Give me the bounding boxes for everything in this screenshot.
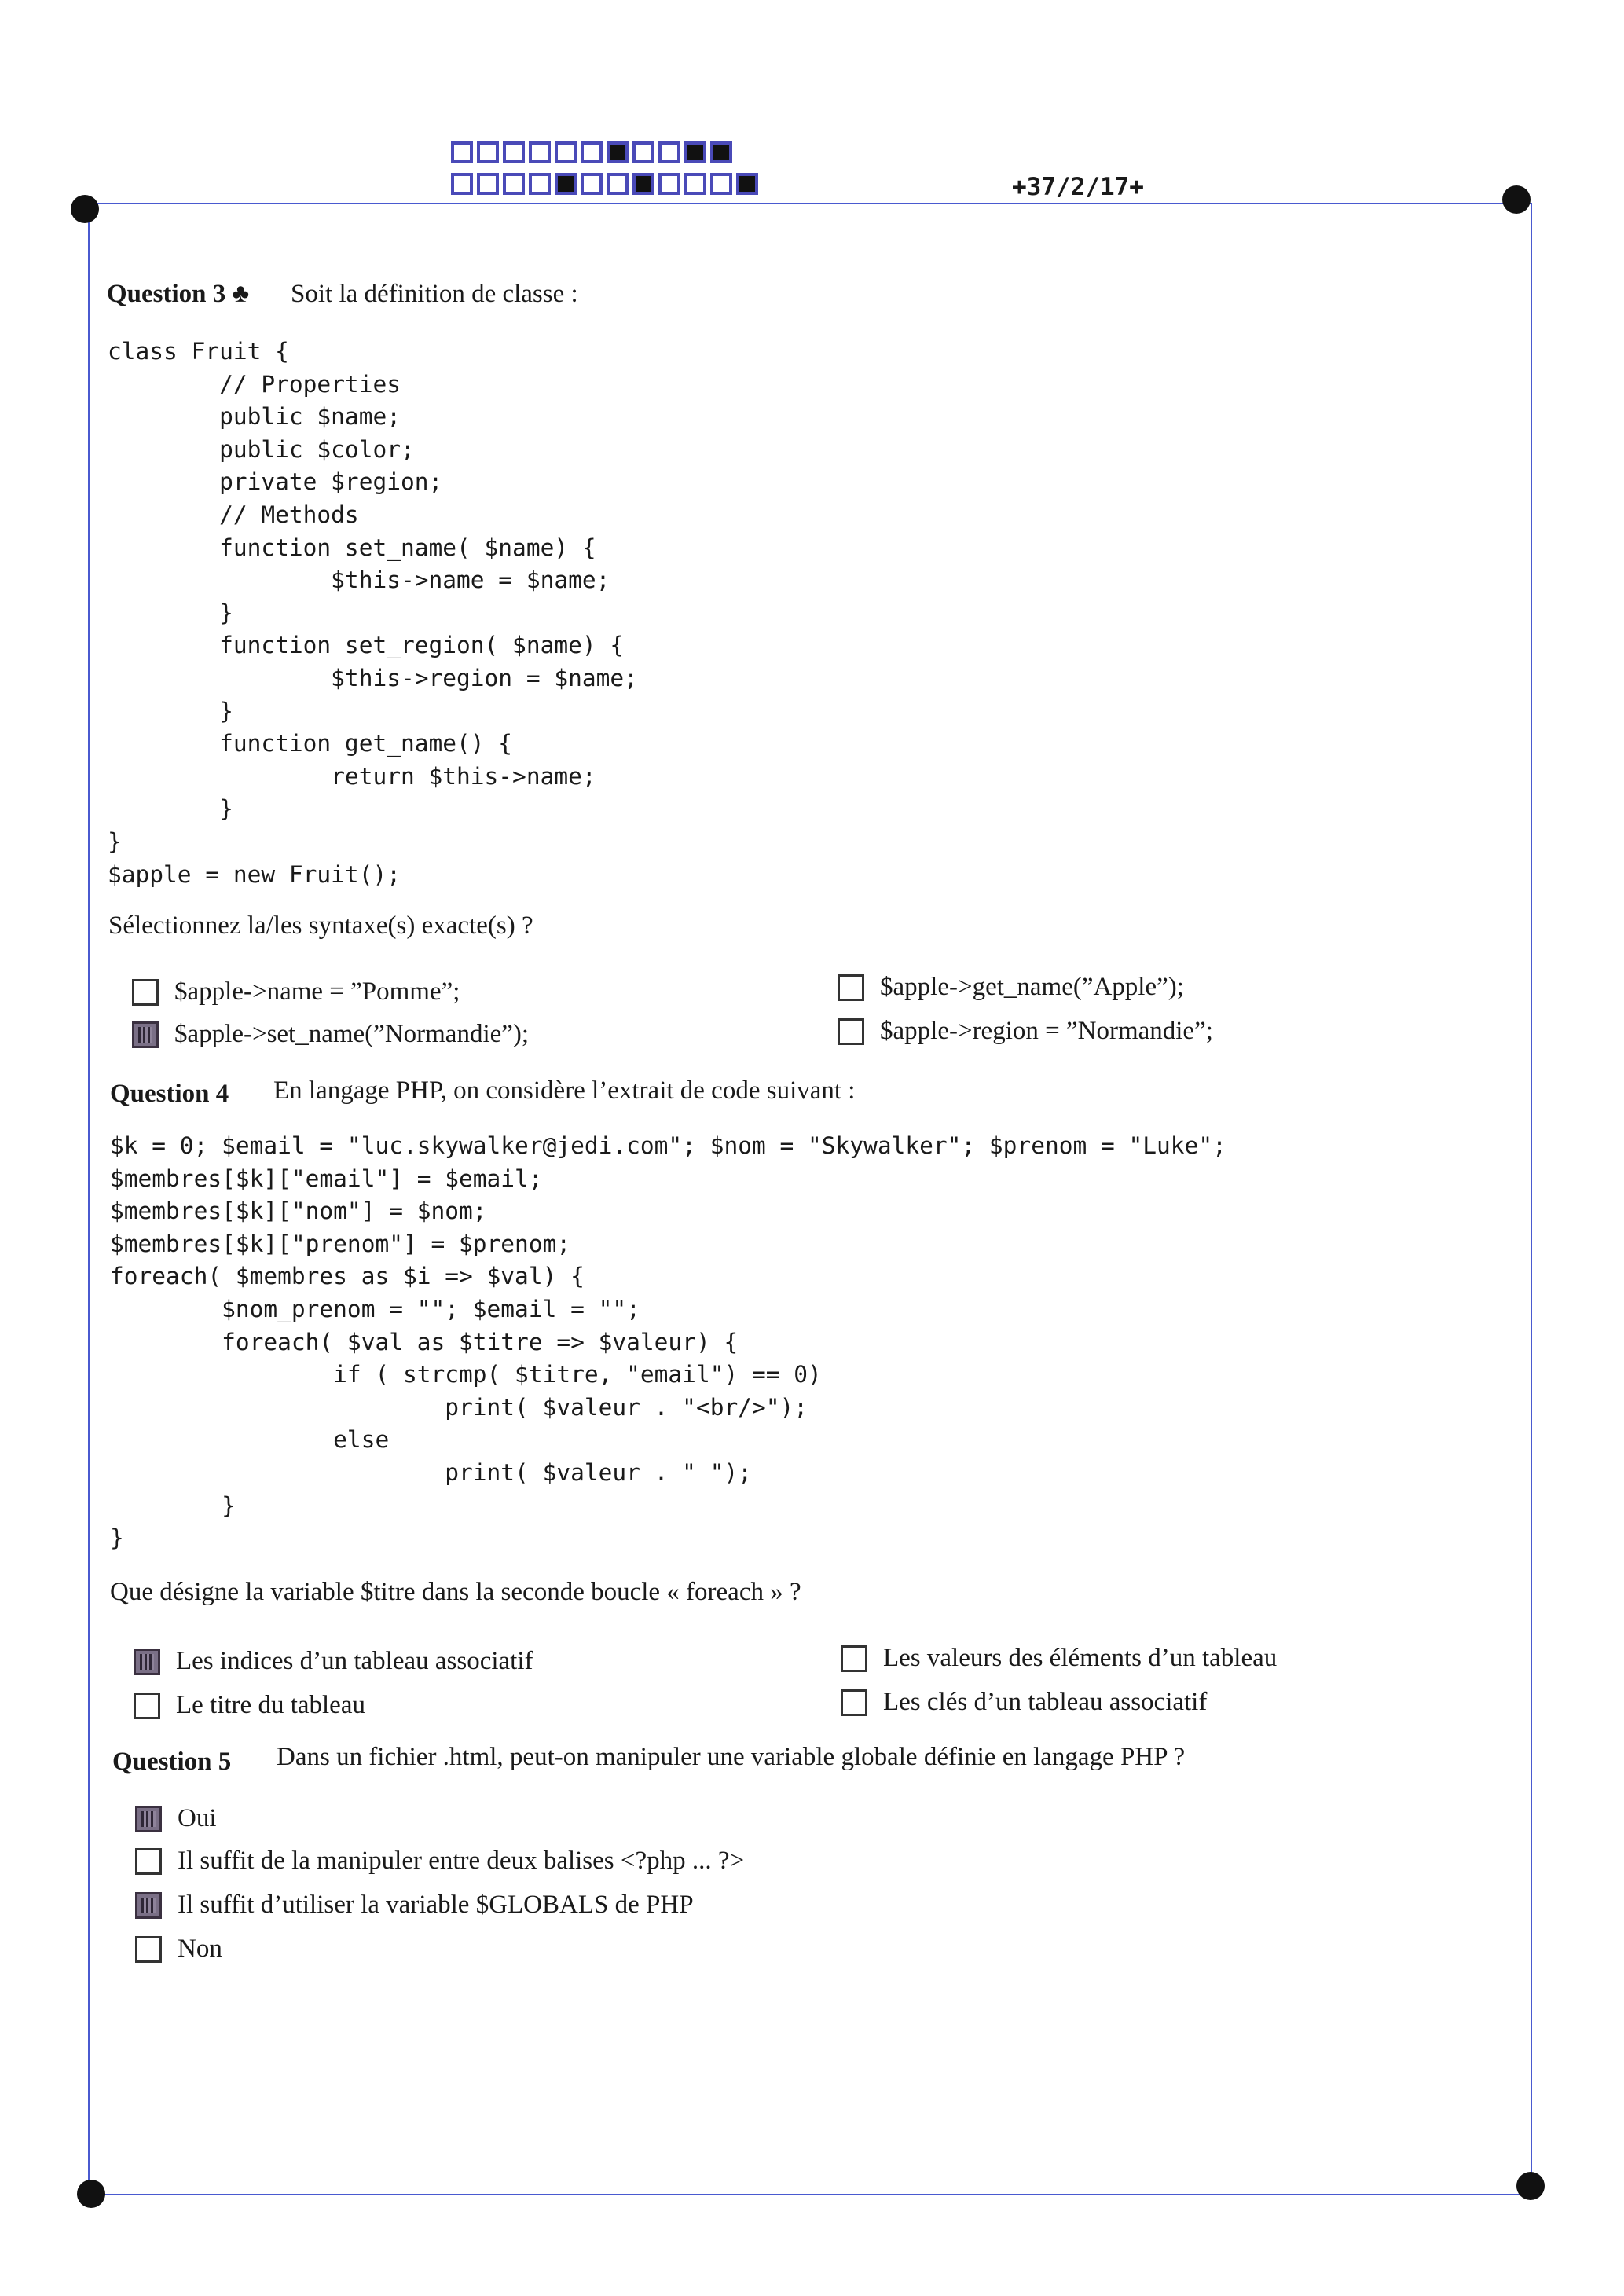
q4-option-2-checkbox[interactable]: [134, 1693, 160, 1719]
student-code-row-1-cell: [684, 141, 706, 163]
q3-option-4-checkbox[interactable]: [838, 1018, 864, 1045]
student-code-row-2-cell: [658, 173, 680, 195]
q3-option-4[interactable]: [838, 1017, 1213, 1046]
student-code-row-1-cell: [658, 141, 680, 163]
q4-option-2[interactable]: [134, 1691, 365, 1720]
q4-option-1-label: Les indices d’un tableau associatif: [176, 1647, 533, 1675]
q5-option-4-label: Non: [178, 1935, 222, 1963]
q5-option-4-checkbox[interactable]: [135, 1936, 162, 1963]
student-code-row-2-cell: [581, 173, 603, 195]
student-code-row-2-cell: [736, 173, 758, 195]
q3-option-2-label: $apple->set_name(”Normandie”);: [174, 1020, 530, 1048]
q3-option-1[interactable]: [132, 977, 460, 1007]
q5-option-3-label: Il suffit d’utiliser la variable $GLOBALS de PHP: [178, 1891, 694, 1919]
student-code-row-2-cell: [529, 173, 551, 195]
q5-option-3-checkbox[interactable]: [135, 1892, 162, 1919]
student-code-row-2-cell: [710, 173, 732, 195]
page-id: +37/2/17+: [1012, 173, 1144, 201]
question-4-code: $k = 0; $email = "luc.skywalker@jedi.com"; $nom = "Skywalker"; $prenom = "Luke"; $membres[$k]["email"] = $email; $membres[$k]["nom"] = $nom; $membres[$k]["prenom"] = $prenom; foreach( $membres as $i => $val) { $nom_prenom = ""; $email = ""; foreach( $val as $titre => $valeur) { if ( strcmp( $titre, "email") == 0) print( $valeur . "<br/>"); else print( $valeur . " "); } }: [110, 1132, 1226, 1552]
student-code-row-2-cell: [632, 173, 654, 195]
corner-mark-bottom-left: [77, 2180, 105, 2208]
student-code-row-1-cell: [477, 141, 499, 163]
question-3-prompt: Soit la définition de classe :: [291, 280, 578, 308]
student-code-row-1-cell: [581, 141, 603, 163]
q5-option-2-label: Il suffit de la manipuler entre deux balises <?php ... ?>: [178, 1847, 745, 1875]
question-3-instruction: Sélectionnez la/les syntaxe(s) exacte(s) ?: [108, 911, 533, 940]
question-4-prompt: En langage PHP, on considère l’extrait de code suivant :: [273, 1076, 856, 1105]
q3-option-1-label: $apple->name = ”Pomme”;: [174, 977, 460, 1006]
q4-option-4[interactable]: [841, 1688, 1207, 1717]
student-code-row-2-cell: [607, 173, 629, 195]
question-5-label: Question 5: [112, 1748, 232, 1776]
student-code-row-2-cell: [451, 173, 473, 195]
q3-option-3-label: $apple->get_name(”Apple”);: [880, 973, 1184, 1001]
corner-mark-bottom-right: [1516, 2172, 1545, 2200]
corner-mark-top-left: [71, 195, 99, 223]
student-code-row-2-cell: [555, 173, 577, 195]
question-5-prompt: Dans un fichier .html, peut-on manipuler une variable globale définie en langage PHP ?: [277, 1743, 1186, 1771]
question-4-question: Que désigne la variable $titre dans la seconde boucle « foreach » ?: [110, 1578, 801, 1606]
student-code-row-1-cell: [607, 141, 629, 163]
question-4-label: Question 4: [110, 1080, 229, 1108]
question-3-code: class Fruit { // Properties public $name; public $color; private $region; // Methods function set_name( $name) { $this->name = $name; } function set_region( $name) { $this->region = $name; } function get_name() { return $this->name; } } $apple = new Fruit();: [108, 338, 638, 888]
question-3-label: Question 3 ♣: [107, 280, 250, 308]
student-code-row-1-cell: [451, 141, 473, 163]
q3-option-1-checkbox[interactable]: [132, 979, 159, 1006]
q5-option-1-checkbox[interactable]: [135, 1806, 162, 1832]
student-code-row-2-cell: [477, 173, 499, 195]
q4-option-3-label: Les valeurs des éléments d’un tableau: [883, 1644, 1278, 1672]
q4-option-4-checkbox[interactable]: [841, 1689, 867, 1716]
q5-option-2[interactable]: [135, 1847, 744, 1876]
student-code-row-1-cell: [529, 141, 551, 163]
q5-option-3[interactable]: [135, 1891, 694, 1920]
q3-option-2-checkbox[interactable]: [132, 1021, 159, 1048]
q3-option-3[interactable]: [838, 973, 1184, 1002]
student-code-row-2-cell: [684, 173, 706, 195]
student-code-row-1-cell: [503, 141, 525, 163]
q4-option-3[interactable]: [841, 1644, 1277, 1673]
student-code-row-1-cell: [632, 141, 654, 163]
corner-mark-top-right: [1502, 185, 1531, 214]
q3-option-2[interactable]: [132, 1020, 529, 1049]
student-code-row-1-cell: [710, 141, 732, 163]
student-code-row-2: [451, 173, 762, 195]
q4-option-4-label: Les clés d’un tableau associatif: [883, 1688, 1208, 1716]
student-code-row-1: [451, 141, 736, 163]
q5-option-1-label: Oui: [178, 1804, 217, 1832]
q3-option-4-label: $apple->region = ”Normandie”;: [880, 1017, 1213, 1045]
student-code-row-1-cell: [555, 141, 577, 163]
q4-option-2-label: Le titre du tableau: [176, 1691, 365, 1719]
q5-option-1[interactable]: [135, 1804, 217, 1833]
q4-option-3-checkbox[interactable]: [841, 1645, 867, 1672]
q4-option-1-checkbox[interactable]: [134, 1649, 160, 1675]
q5-option-2-checkbox[interactable]: [135, 1848, 162, 1875]
q4-option-1[interactable]: [134, 1647, 533, 1676]
student-code-row-2-cell: [503, 173, 525, 195]
q3-option-3-checkbox[interactable]: [838, 974, 864, 1001]
q5-option-4[interactable]: [135, 1935, 222, 1964]
